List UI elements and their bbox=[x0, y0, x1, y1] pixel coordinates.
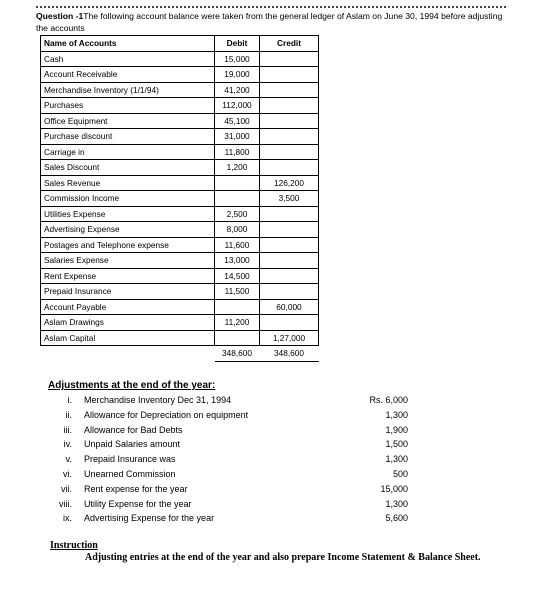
account-name-cell: Sales Discount bbox=[41, 160, 215, 176]
adjustment-number: i. bbox=[67, 395, 72, 405]
account-name-cell: Rent Expense bbox=[41, 268, 215, 284]
table-row bbox=[41, 206, 319, 222]
debit-cell: 8,000 bbox=[215, 222, 260, 238]
credit-cell: 126,200 bbox=[260, 175, 319, 191]
credit-cell: 3,500 bbox=[260, 191, 319, 207]
question-text: The following account balance were taken from the general ledger of Aslam on June 30, 1994 before adjusting the accounts bbox=[36, 11, 503, 33]
adjustments-title: Adjustments at the end of the year: bbox=[48, 380, 216, 391]
table-row bbox=[41, 98, 319, 114]
adjustment-number: ix. bbox=[63, 513, 72, 524]
totals-label-cell bbox=[41, 346, 215, 362]
account-name-cell: Advertising Expense bbox=[41, 222, 215, 238]
table-row bbox=[41, 51, 319, 67]
adjustment-text: Allowance for Bad Debts bbox=[84, 424, 183, 435]
table-row bbox=[41, 191, 319, 207]
table-row bbox=[41, 237, 319, 253]
adjustment-item bbox=[48, 467, 408, 482]
debit-cell: 11,500 bbox=[215, 284, 260, 300]
debit-cell bbox=[215, 175, 260, 191]
credit-cell bbox=[260, 82, 319, 98]
adjustment-text: Prepaid Insurance was bbox=[84, 454, 176, 465]
debit-cell: 11,200 bbox=[215, 315, 260, 331]
table-row bbox=[41, 144, 319, 160]
adjustment-number: v. bbox=[65, 454, 72, 465]
total-debit: 348,600 bbox=[215, 346, 260, 362]
adjustment-amount: 15,000 bbox=[380, 483, 408, 494]
adjustment-text: Rent expense for the year bbox=[84, 483, 188, 494]
credit-cell bbox=[260, 237, 319, 253]
adjustment-item bbox=[48, 423, 408, 438]
debit-cell: 11,800 bbox=[215, 144, 260, 160]
adjustment-amount: 5,600 bbox=[385, 513, 408, 524]
table-row bbox=[41, 175, 319, 191]
table-row bbox=[41, 315, 319, 331]
debit-cell bbox=[215, 299, 260, 315]
adjustment-text: Utility Expense for the year bbox=[84, 498, 192, 509]
question-label: Question -1 bbox=[36, 11, 84, 21]
credit-cell bbox=[260, 144, 319, 160]
account-name-cell: Sales Revenue bbox=[41, 175, 215, 191]
question-heading bbox=[36, 6, 506, 34]
adjustment-item bbox=[48, 482, 408, 497]
debit-cell: 19,000 bbox=[215, 67, 260, 83]
adjustment-amount: 500 bbox=[392, 468, 408, 479]
adjustment-amount: 1,900 bbox=[385, 424, 408, 435]
debit-cell: 31,000 bbox=[215, 129, 260, 145]
adjustment-item bbox=[48, 393, 408, 408]
instruction-title: Instruction bbox=[50, 540, 98, 551]
debit-cell: 14,500 bbox=[215, 268, 260, 284]
adjustment-text: Advertising Expense for the year bbox=[84, 513, 215, 524]
header-debit: Debit bbox=[215, 36, 260, 52]
account-name-cell: Prepaid Insurance bbox=[41, 284, 215, 300]
adjustment-number: iii. bbox=[63, 424, 72, 435]
adjustment-number: vii. bbox=[61, 483, 72, 494]
adjustment-number: ii. bbox=[65, 409, 72, 420]
total-credit: 348,600 bbox=[260, 346, 319, 362]
account-name-cell: Account Receivable bbox=[41, 67, 215, 83]
table-row bbox=[41, 253, 319, 269]
account-name-cell: Purchase discount bbox=[41, 129, 215, 145]
adjustment-item bbox=[48, 408, 408, 423]
debit-cell bbox=[215, 191, 260, 207]
account-name-cell: Carriage in bbox=[41, 144, 215, 160]
table-row bbox=[41, 129, 319, 145]
totals-row bbox=[41, 346, 319, 362]
adjustment-number: viii. bbox=[59, 498, 72, 509]
adjustment-amount: 1,300 bbox=[385, 454, 408, 465]
debit-cell: 112,000 bbox=[215, 98, 260, 114]
debit-cell: 41,200 bbox=[215, 82, 260, 98]
table-row bbox=[41, 82, 319, 98]
adjustment-item bbox=[48, 452, 408, 467]
adjustment-text: Merchandise Inventory Dec 31, 1994 bbox=[84, 395, 232, 405]
table-row bbox=[41, 284, 319, 300]
table-row bbox=[41, 160, 319, 176]
credit-cell bbox=[260, 160, 319, 176]
account-name-cell: Salaries Expense bbox=[41, 253, 215, 269]
adjustment-item bbox=[48, 437, 408, 452]
debit-cell bbox=[215, 330, 260, 346]
debit-cell: 1,200 bbox=[215, 160, 260, 176]
account-name-cell: Aslam Drawings bbox=[41, 315, 215, 331]
adjustment-amount: 1,300 bbox=[385, 409, 408, 420]
table-row bbox=[41, 330, 319, 346]
adjustment-text: Unpaid Salaries amount bbox=[84, 439, 181, 450]
debit-cell: 2,500 bbox=[215, 206, 260, 222]
table-row bbox=[41, 222, 319, 238]
instruction-text: Adjusting entries at the end of the year and also prepare Income Statement & Balance Sheet. bbox=[85, 552, 481, 563]
header-credit: Credit bbox=[260, 36, 319, 52]
adjustment-number: vi. bbox=[63, 468, 72, 479]
adjustment-item bbox=[48, 511, 408, 526]
adjustment-amount: 1,500 bbox=[385, 439, 408, 450]
credit-cell bbox=[260, 98, 319, 114]
adjustment-item bbox=[48, 497, 408, 512]
trial-balance-table bbox=[40, 35, 319, 362]
adjustment-text: Allowance for Depreciation on equipment bbox=[84, 409, 249, 420]
credit-cell: 1,27,000 bbox=[260, 330, 319, 346]
account-name-cell: Aslam Capital bbox=[41, 330, 215, 346]
adjustment-number: iv. bbox=[63, 439, 72, 450]
table-row bbox=[41, 113, 319, 129]
adjustment-amount: Rs. 6,000 bbox=[369, 395, 408, 405]
instruction-section bbox=[50, 540, 540, 564]
debit-cell: 13,000 bbox=[215, 253, 260, 269]
adjustment-amount: 1,300 bbox=[385, 498, 408, 509]
credit-cell bbox=[260, 284, 319, 300]
account-name-cell: Utilities Expense bbox=[41, 206, 215, 222]
account-name-cell: Cash bbox=[41, 51, 215, 67]
credit-cell bbox=[260, 268, 319, 284]
credit-cell bbox=[260, 253, 319, 269]
header-name-of-accounts: Name of Accounts bbox=[41, 36, 215, 52]
account-name-cell: Postages and Telephone expense bbox=[41, 237, 215, 253]
credit-cell bbox=[260, 51, 319, 67]
account-name-cell: Commission Income bbox=[41, 191, 215, 207]
credit-cell: 60,000 bbox=[260, 299, 319, 315]
credit-cell bbox=[260, 315, 319, 331]
account-name-cell: Purchases bbox=[41, 98, 215, 114]
debit-cell: 11,600 bbox=[215, 237, 260, 253]
debit-cell: 45,100 bbox=[215, 113, 260, 129]
credit-cell bbox=[260, 129, 319, 145]
table-row bbox=[41, 299, 319, 315]
adjustments-section bbox=[48, 380, 408, 526]
account-name-cell: Account Payable bbox=[41, 299, 215, 315]
table-header-row bbox=[41, 36, 319, 52]
adjustment-text: Unearned Commission bbox=[84, 468, 176, 479]
credit-cell bbox=[260, 67, 319, 83]
credit-cell bbox=[260, 222, 319, 238]
debit-cell: 15,000 bbox=[215, 51, 260, 67]
account-name-cell: Merchandise Inventory (1/1/94) bbox=[41, 82, 215, 98]
table-row bbox=[41, 67, 319, 83]
table-row bbox=[41, 268, 319, 284]
account-name-cell: Office Equipment bbox=[41, 113, 215, 129]
credit-cell bbox=[260, 206, 319, 222]
adjustments-list bbox=[48, 393, 408, 526]
credit-cell bbox=[260, 113, 319, 129]
